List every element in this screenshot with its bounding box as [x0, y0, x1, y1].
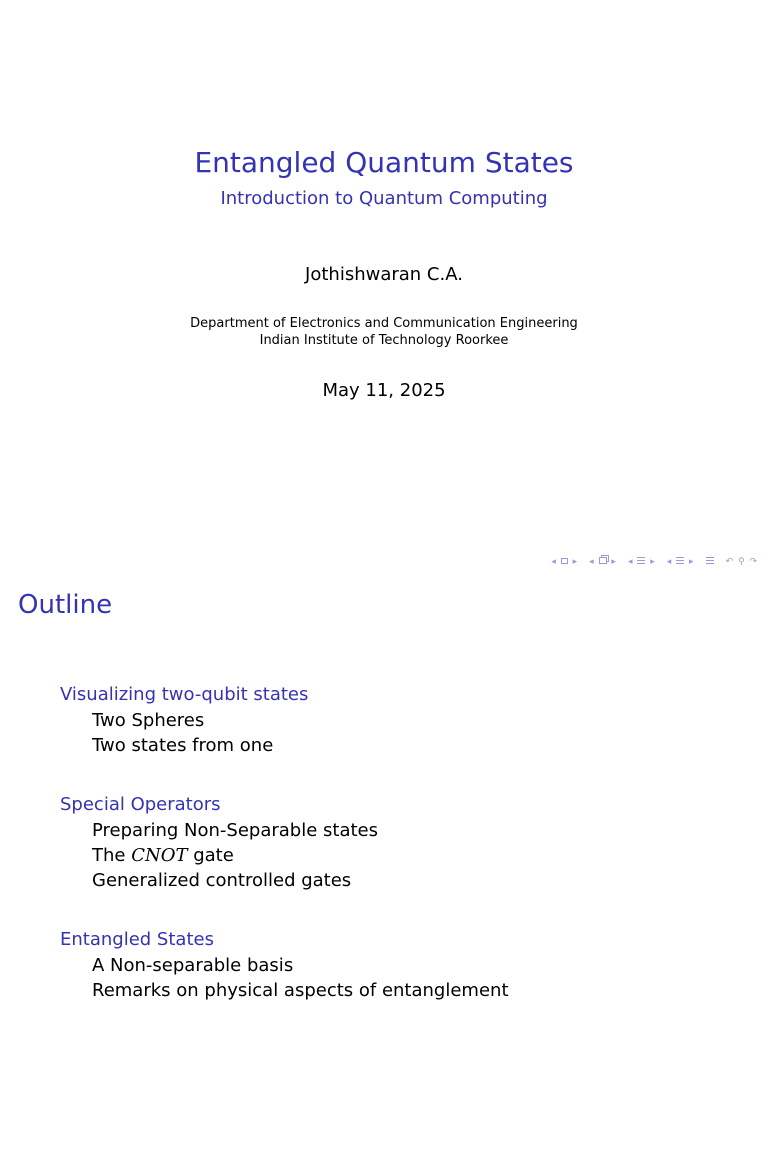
outline-heading: Outline [18, 590, 113, 620]
toc-section-link[interactable]: Entangled States [60, 929, 214, 950]
presentation-title: Entangled Quantum States [194, 146, 574, 179]
presentation-subtitle: Introduction to Quantum Computing [220, 188, 548, 209]
nav-right-arrow-icon[interactable]: ▸ [650, 557, 655, 567]
toc-subsection-link[interactable]: A Non-separable basis [92, 955, 294, 976]
toc-subsection-link[interactable]: Two states from one [92, 735, 274, 756]
cnot-math: CNOT [131, 845, 188, 866]
search-nav[interactable] [725, 556, 758, 568]
nav-right-arrow-icon[interactable]: ▸ [611, 557, 616, 567]
toc-subsection-link-cnot[interactable] [92, 845, 234, 866]
part-nav[interactable] [666, 556, 695, 568]
frame-icon[interactable] [561, 558, 568, 564]
document-icon[interactable] [676, 557, 684, 564]
nav-left-arrow-icon[interactable]: ◂ [627, 557, 633, 567]
back-icon[interactable]: ↶ [725, 557, 734, 567]
institute [0, 315, 768, 349]
frame-nav[interactable] [550, 556, 578, 568]
nav-left-arrow-icon[interactable]: ◂ [551, 557, 556, 567]
nav-left-arrow-icon[interactable]: ◂ [589, 557, 594, 567]
section-nav[interactable] [627, 556, 656, 568]
toc-subsection-link[interactable]: Preparing Non-Separable states [92, 820, 378, 841]
author-name: Jothishwaran C.A. [305, 264, 463, 285]
presentation-date: May 11, 2025 [322, 380, 446, 401]
beamer-navigation-bar [550, 556, 758, 568]
nav-left-arrow-icon[interactable]: ◂ [666, 557, 672, 567]
institute-line-1: Department of Electronics and Communication Engineering [190, 316, 578, 331]
subsection-icon[interactable] [599, 557, 607, 564]
search-icon[interactable]: ⚲ [737, 557, 745, 567]
appendix-nav[interactable] [705, 556, 715, 568]
toc-subsection-link[interactable]: Generalized controlled gates [92, 870, 352, 891]
subsection-nav[interactable] [588, 556, 617, 568]
institute-line-2: Indian Institute of Technology Roorkee [259, 333, 509, 348]
toc-section-link[interactable]: Visualizing two-qubit states [60, 684, 309, 705]
toc-subsection-link[interactable]: Remarks on physical aspects of entanglement [92, 980, 509, 1001]
section-icon[interactable] [637, 557, 645, 564]
nav-right-arrow-icon[interactable]: ▸ [689, 557, 694, 567]
appendix-icon[interactable] [706, 557, 714, 564]
cnot-prefix: The [92, 845, 132, 866]
toc-subsection-link[interactable]: Two Spheres [92, 710, 205, 731]
nav-right-arrow-icon[interactable]: ▸ [572, 557, 578, 567]
toc-section-link[interactable]: Special Operators [60, 794, 221, 815]
forward-icon[interactable]: ↷ [749, 557, 757, 567]
cnot-suffix: gate [187, 845, 234, 866]
